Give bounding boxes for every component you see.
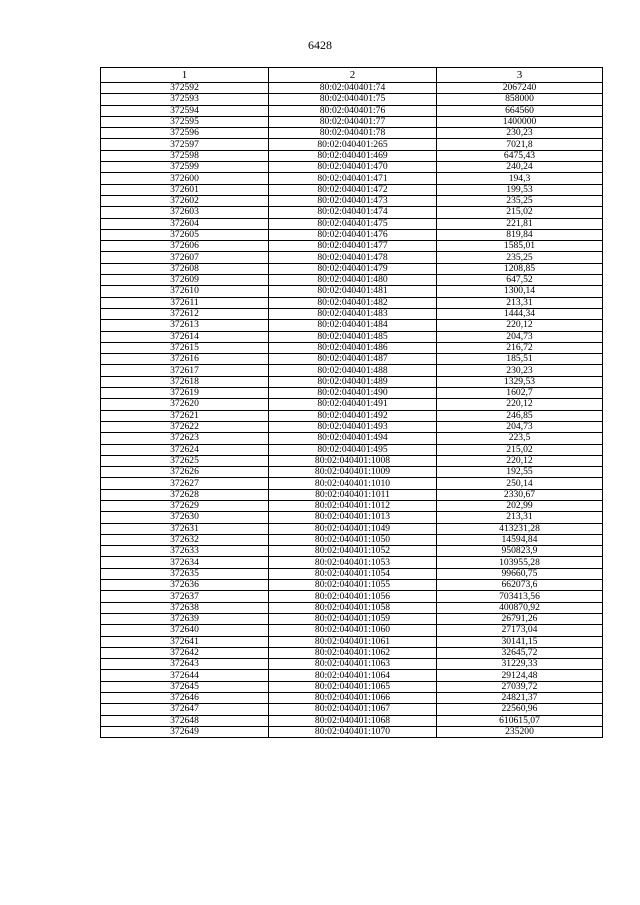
cadastral-number-cell: 80:02:040401:1059 [269, 613, 437, 624]
value-cell: 240,24 [437, 162, 603, 173]
row-number-cell: 372597 [101, 139, 269, 150]
table-row [101, 297, 603, 308]
table-body [101, 83, 603, 738]
row-number-cell: 372617 [101, 365, 269, 376]
table-row [101, 625, 603, 636]
value-cell: 230,23 [437, 128, 603, 139]
value-cell: 204,73 [437, 421, 603, 432]
value-cell: 662073,6 [437, 580, 603, 591]
column-header-3: 3 [437, 68, 603, 83]
table-row [101, 726, 603, 737]
value-cell: 220,12 [437, 455, 603, 466]
table-row [101, 602, 603, 613]
cadastral-number-cell: 80:02:040401:473 [269, 195, 437, 206]
value-cell: 1602,7 [437, 388, 603, 399]
table-row [101, 534, 603, 545]
table-row [101, 286, 603, 297]
cadastral-number-cell: 80:02:040401:476 [269, 229, 437, 240]
cadastral-number-cell: 80:02:040401:1064 [269, 670, 437, 681]
row-number-cell: 372606 [101, 241, 269, 252]
table-row [101, 116, 603, 127]
table-row [101, 354, 603, 365]
cadastral-number-cell: 80:02:040401:1065 [269, 681, 437, 692]
row-number-cell: 372631 [101, 523, 269, 534]
value-cell: 250,14 [437, 478, 603, 489]
cadastral-number-cell: 80:02:040401:490 [269, 388, 437, 399]
cadastral-number-cell: 80:02:040401:1049 [269, 523, 437, 534]
table-row [101, 184, 603, 195]
value-cell: 22560,96 [437, 704, 603, 715]
row-number-cell: 372630 [101, 512, 269, 523]
value-cell: 220,12 [437, 399, 603, 410]
table-row [101, 207, 603, 218]
value-cell: 194,3 [437, 173, 603, 184]
cadastral-number-cell: 80:02:040401:1068 [269, 715, 437, 726]
row-number-cell: 372604 [101, 218, 269, 229]
table-row [101, 546, 603, 557]
row-number-cell: 372600 [101, 173, 269, 184]
row-number-cell: 372642 [101, 647, 269, 658]
row-number-cell: 372640 [101, 625, 269, 636]
table-row [101, 275, 603, 286]
table-row [101, 218, 603, 229]
value-cell: 1444,34 [437, 308, 603, 319]
table-row [101, 489, 603, 500]
table-row [101, 173, 603, 184]
row-number-cell: 372611 [101, 297, 269, 308]
value-cell: 27039,72 [437, 681, 603, 692]
row-number-cell: 372623 [101, 433, 269, 444]
row-number-cell: 372621 [101, 410, 269, 421]
cadastral-number-cell: 80:02:040401:472 [269, 184, 437, 195]
value-cell: 220,12 [437, 320, 603, 331]
row-number-cell: 372619 [101, 388, 269, 399]
value-cell: 29124,48 [437, 670, 603, 681]
value-cell: 235200 [437, 726, 603, 737]
table-row [101, 320, 603, 331]
table-header-row [101, 68, 603, 83]
value-cell: 703413,56 [437, 591, 603, 602]
table-row [101, 229, 603, 240]
row-number-cell: 372601 [101, 184, 269, 195]
cadastral-number-cell: 80:02:040401:1052 [269, 546, 437, 557]
row-number-cell: 372613 [101, 320, 269, 331]
row-number-cell: 372614 [101, 331, 269, 342]
value-cell: 235,25 [437, 252, 603, 263]
cadastral-number-cell: 80:02:040401:492 [269, 410, 437, 421]
row-number-cell: 372632 [101, 534, 269, 545]
row-number-cell: 372637 [101, 591, 269, 602]
cadastral-number-cell: 80:02:040401:481 [269, 286, 437, 297]
value-cell: 27173,04 [437, 625, 603, 636]
cadastral-number-cell: 80:02:040401:1012 [269, 500, 437, 511]
row-number-cell: 372607 [101, 252, 269, 263]
table-row [101, 139, 603, 150]
value-cell: 103955,28 [437, 557, 603, 568]
row-number-cell: 372605 [101, 229, 269, 240]
table-row [101, 376, 603, 387]
page-number: 6428 [308, 38, 332, 52]
table-row [101, 128, 603, 139]
row-number-cell: 372644 [101, 670, 269, 681]
value-cell: 199,53 [437, 184, 603, 195]
table-row [101, 308, 603, 319]
row-number-cell: 372645 [101, 681, 269, 692]
value-cell: 1585,01 [437, 241, 603, 252]
cadastral-number-cell: 80:02:040401:474 [269, 207, 437, 218]
row-number-cell: 372593 [101, 94, 269, 105]
table-row [101, 444, 603, 455]
cadastral-number-cell: 80:02:040401:491 [269, 399, 437, 410]
row-number-cell: 372609 [101, 275, 269, 286]
cadastral-number-cell: 80:02:040401:1010 [269, 478, 437, 489]
value-cell: 30141,15 [437, 636, 603, 647]
value-cell: 6475,43 [437, 150, 603, 161]
cadastral-number-cell: 80:02:040401:1070 [269, 726, 437, 737]
value-cell: 215,02 [437, 207, 603, 218]
value-cell: 610615,07 [437, 715, 603, 726]
table-row [101, 162, 603, 173]
table-row [101, 478, 603, 489]
cadastral-number-cell: 80:02:040401:1066 [269, 693, 437, 704]
value-cell: 213,31 [437, 512, 603, 523]
cadastral-number-cell: 80:02:040401:482 [269, 297, 437, 308]
value-cell: 99660,75 [437, 568, 603, 579]
value-cell: 215,02 [437, 444, 603, 455]
value-cell: 400870,92 [437, 602, 603, 613]
column-header-1: 1 [101, 68, 269, 83]
row-number-cell: 372627 [101, 478, 269, 489]
value-cell: 2330,67 [437, 489, 603, 500]
row-number-cell: 372592 [101, 83, 269, 94]
table-row [101, 399, 603, 410]
cadastral-number-cell: 80:02:040401:486 [269, 342, 437, 353]
cadastral-number-cell: 80:02:040401:1062 [269, 647, 437, 658]
value-cell: 24821,37 [437, 693, 603, 704]
row-number-cell: 372603 [101, 207, 269, 218]
cadastral-number-cell: 80:02:040401:470 [269, 162, 437, 173]
value-cell: 235,25 [437, 195, 603, 206]
cadastral-number-cell: 80:02:040401:484 [269, 320, 437, 331]
table-row [101, 636, 603, 647]
table-row [101, 704, 603, 715]
cadastral-number-cell: 80:02:040401:1054 [269, 568, 437, 579]
value-cell: 1208,85 [437, 263, 603, 274]
cadastral-number-cell: 80:02:040401:1050 [269, 534, 437, 545]
value-cell: 204,73 [437, 331, 603, 342]
value-cell: 26791,26 [437, 613, 603, 624]
table-row [101, 105, 603, 116]
row-number-cell: 372594 [101, 105, 269, 116]
row-number-cell: 372618 [101, 376, 269, 387]
table-row [101, 523, 603, 534]
value-cell: 223,5 [437, 433, 603, 444]
value-cell: 647,52 [437, 275, 603, 286]
data-table [100, 67, 603, 738]
table-row [101, 512, 603, 523]
cadastral-number-cell: 80:02:040401:1058 [269, 602, 437, 613]
cadastral-number-cell: 80:02:040401:488 [269, 365, 437, 376]
value-cell: 192,55 [437, 467, 603, 478]
cadastral-number-cell: 80:02:040401:487 [269, 354, 437, 365]
table-row [101, 715, 603, 726]
cadastral-number-cell: 80:02:040401:471 [269, 173, 437, 184]
value-cell: 950823,9 [437, 546, 603, 557]
table-row [101, 365, 603, 376]
value-cell: 230,23 [437, 365, 603, 376]
table-row [101, 252, 603, 263]
value-cell: 819,84 [437, 229, 603, 240]
cadastral-number-cell: 80:02:040401:76 [269, 105, 437, 116]
cadastral-number-cell: 80:02:040401:1056 [269, 591, 437, 602]
row-number-cell: 372639 [101, 613, 269, 624]
cadastral-number-cell: 80:02:040401:74 [269, 83, 437, 94]
table-row [101, 342, 603, 353]
cadastral-number-cell: 80:02:040401:75 [269, 94, 437, 105]
table-row [101, 647, 603, 658]
cadastral-number-cell: 80:02:040401:1011 [269, 489, 437, 500]
value-cell: 413231,28 [437, 523, 603, 534]
row-number-cell: 372649 [101, 726, 269, 737]
row-number-cell: 372643 [101, 659, 269, 670]
cadastral-number-cell: 80:02:040401:1013 [269, 512, 437, 523]
table-row [101, 580, 603, 591]
row-number-cell: 372620 [101, 399, 269, 410]
row-number-cell: 372595 [101, 116, 269, 127]
row-number-cell: 372626 [101, 467, 269, 478]
cadastral-number-cell: 80:02:040401:493 [269, 421, 437, 432]
cadastral-number-cell: 80:02:040401:77 [269, 116, 437, 127]
cadastral-number-cell: 80:02:040401:483 [269, 308, 437, 319]
value-cell: 221,81 [437, 218, 603, 229]
row-number-cell: 372636 [101, 580, 269, 591]
cadastral-number-cell: 80:02:040401:478 [269, 252, 437, 263]
cadastral-number-cell: 80:02:040401:265 [269, 139, 437, 150]
value-cell: 31229,33 [437, 659, 603, 670]
row-number-cell: 372598 [101, 150, 269, 161]
row-number-cell: 372634 [101, 557, 269, 568]
table-row [101, 83, 603, 94]
value-cell: 1329,53 [437, 376, 603, 387]
cadastral-number-cell: 80:02:040401:485 [269, 331, 437, 342]
table-row [101, 331, 603, 342]
row-number-cell: 372633 [101, 546, 269, 557]
value-cell: 202,99 [437, 500, 603, 511]
value-cell: 664560 [437, 105, 603, 116]
table-row [101, 421, 603, 432]
table-row [101, 263, 603, 274]
cadastral-number-cell: 80:02:040401:495 [269, 444, 437, 455]
column-header-2: 2 [269, 68, 437, 83]
row-number-cell: 372615 [101, 342, 269, 353]
cadastral-number-cell: 80:02:040401:1055 [269, 580, 437, 591]
cadastral-number-cell: 80:02:040401:469 [269, 150, 437, 161]
table-row [101, 613, 603, 624]
row-number-cell: 372616 [101, 354, 269, 365]
row-number-cell: 372624 [101, 444, 269, 455]
value-cell: 32645,72 [437, 647, 603, 658]
row-number-cell: 372599 [101, 162, 269, 173]
value-cell: 246,85 [437, 410, 603, 421]
table-row [101, 693, 603, 704]
cadastral-number-cell: 80:02:040401:1067 [269, 704, 437, 715]
value-cell: 1400000 [437, 116, 603, 127]
table-row [101, 467, 603, 478]
row-number-cell: 372625 [101, 455, 269, 466]
row-number-cell: 372628 [101, 489, 269, 500]
row-number-cell: 372635 [101, 568, 269, 579]
table-row [101, 195, 603, 206]
row-number-cell: 372648 [101, 715, 269, 726]
cadastral-number-cell: 80:02:040401:1008 [269, 455, 437, 466]
row-number-cell: 372638 [101, 602, 269, 613]
row-number-cell: 372612 [101, 308, 269, 319]
cadastral-number-cell: 80:02:040401:477 [269, 241, 437, 252]
cadastral-number-cell: 80:02:040401:78 [269, 128, 437, 139]
cadastral-number-cell: 80:02:040401:494 [269, 433, 437, 444]
row-number-cell: 372646 [101, 693, 269, 704]
table-row [101, 557, 603, 568]
table-row [101, 241, 603, 252]
row-number-cell: 372641 [101, 636, 269, 647]
value-cell: 2067240 [437, 83, 603, 94]
row-number-cell: 372608 [101, 263, 269, 274]
table-row [101, 681, 603, 692]
table-row [101, 94, 603, 105]
value-cell: 1300,14 [437, 286, 603, 297]
cadastral-number-cell: 80:02:040401:1061 [269, 636, 437, 647]
cadastral-number-cell: 80:02:040401:1053 [269, 557, 437, 568]
table-row [101, 670, 603, 681]
table-row [101, 455, 603, 466]
cadastral-number-cell: 80:02:040401:489 [269, 376, 437, 387]
cadastral-number-cell: 80:02:040401:1063 [269, 659, 437, 670]
table-row [101, 410, 603, 421]
cadastral-number-cell: 80:02:040401:1060 [269, 625, 437, 636]
table-row [101, 388, 603, 399]
table-row [101, 659, 603, 670]
cadastral-number-cell: 80:02:040401:480 [269, 275, 437, 286]
row-number-cell: 372610 [101, 286, 269, 297]
cadastral-number-cell: 80:02:040401:1009 [269, 467, 437, 478]
value-cell: 185,51 [437, 354, 603, 365]
value-cell: 858000 [437, 94, 603, 105]
row-number-cell: 372629 [101, 500, 269, 511]
table-row [101, 568, 603, 579]
table-row [101, 433, 603, 444]
value-cell: 216,72 [437, 342, 603, 353]
table-row [101, 591, 603, 602]
value-cell: 213,31 [437, 297, 603, 308]
cadastral-number-cell: 80:02:040401:479 [269, 263, 437, 274]
value-cell: 7021,8 [437, 139, 603, 150]
value-cell: 14594,84 [437, 534, 603, 545]
row-number-cell: 372622 [101, 421, 269, 432]
row-number-cell: 372647 [101, 704, 269, 715]
cadastral-number-cell: 80:02:040401:475 [269, 218, 437, 229]
row-number-cell: 372596 [101, 128, 269, 139]
row-number-cell: 372602 [101, 195, 269, 206]
table-row [101, 500, 603, 511]
table-row [101, 150, 603, 161]
